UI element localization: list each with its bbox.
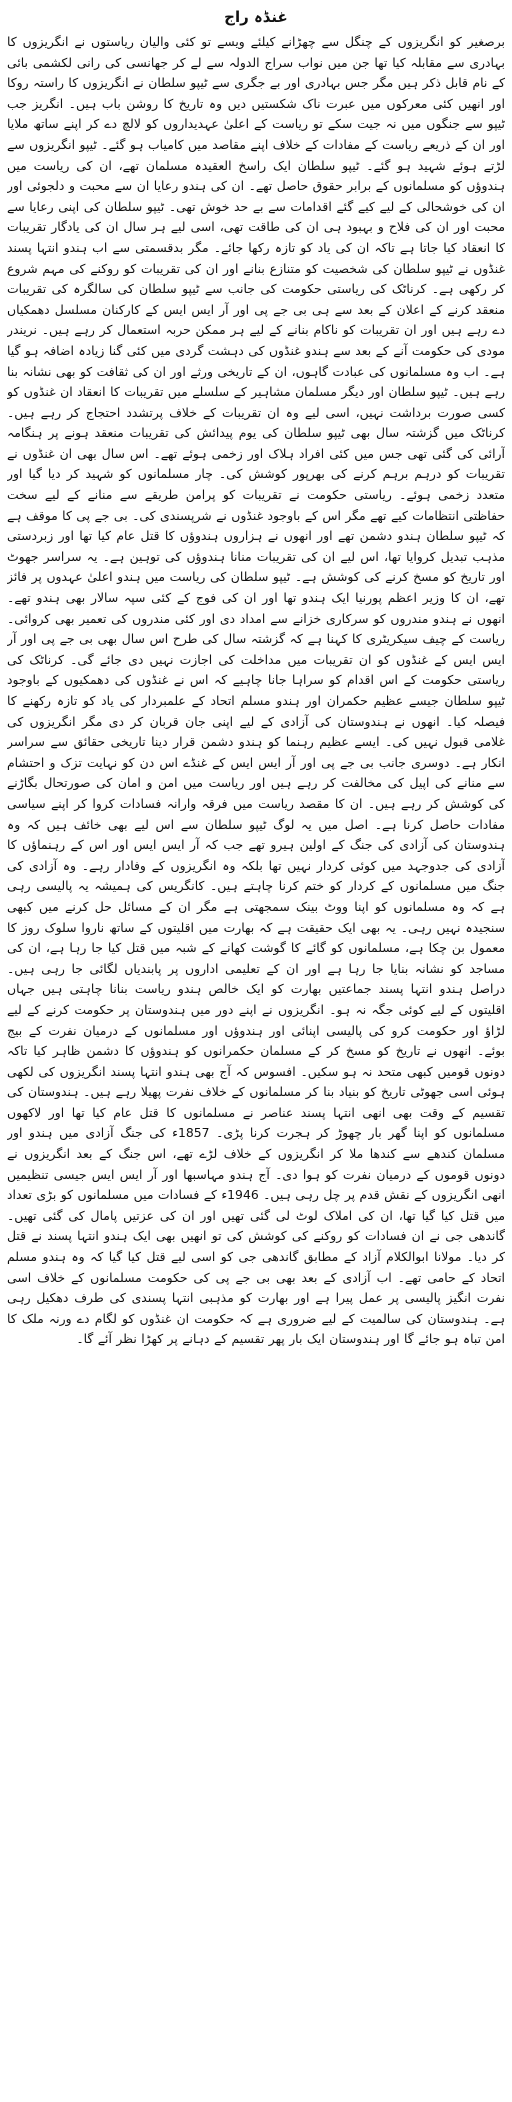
article-body-text: برصغیر کو انگریزوں کے چنگل سے چھڑانے کیلئے ویسے تو کئی والیان ریاستوں نے انگریزوں کا بہادری سے مقابلہ کیا تھا جن میں نواب سراج الدولہ سے لے کر جھانسی کی رانی لکشمی بائی کے نام قابل ذکر ہیں مگر جس بہادری اور بے جگری سے ٹیپو سلطان نے انگریزوں کا راستہ روکا اور انھیں کئی معرکوں میں عبرت ناک شکستیں دیں وہ تاریخ کا روشن باب ہیں۔ انگریز جب ٹیپو سے جنگوں میں نہ جیت سکے تو ریاست کے اعلیٰ عہدیداروں کو لالچ دے کر اپنے ساتھ ملایا اور ان کے ذریعے ریاست کے مفادات کے خلاف اپنے مقاصد میں کامیاب ہو گئے۔ ٹیپو انگریزوں سے لڑتے ہوئے شہید ہو گئے۔ ٹیپو سلطان ایک راسخ العقیدہ مسلمان تھے، ان کی ریاست میں ہندوؤں کو مسلمانوں کے برابر حقوق حاصل تھے۔ ان کی ہندو رعایا ان سے محبت و دلجوئی اور ان کی خوشحالی کے لیے کیے گئے اقدامات سے بے حد خوش تھی۔ ٹیپو سلطان کی اپنی رعایا سے محبت اور ان کی فلاح و بہبود ہی ان کی طاقت تھی، اسی لیے ہر سال ان کی یادگار تقریبات کا انعقاد کیا جاتا ہے تاکہ ان کی یاد کو تازہ رکھا جائے۔ مگر بدقسمتی سے اب ہندو انتہا پسند غنڈوں نے ٹیپو سلطان کی شخصیت کو متنازع بنانے اور ان کی تقریبات کو روکنے کی مہم شروع کر رکھی ہے۔ کرناٹک کی ریاستی حکومت کی جانب سے ٹیپو سلطان کی سالگرہ کی تقریبات منعقد کرنے کے اعلان کے بعد سے ہی بی جے پی اور آر ایس ایس کے کارکنان مسلسل دھمکیاں دے رہے ہیں اور ان تقریبات کو ناکام بنانے کے لیے ہر ممکن حربہ استعمال کر رہے ہیں۔ نریندر مودی کی حکومت آنے کے بعد سے ہندو غنڈوں کی دہشت گردی میں کئی گنا زیادہ اضافہ ہو گیا ہے۔ اب وہ مسلمانوں کی عبادت گاہوں، ان کے تاریخی ورثے اور ان کی ثقافت کو بھی نشانہ بنا رہے ہیں۔ ٹیپو سلطان اور دیگر مسلمان مشاہیر کے سلسلے میں تقریبات کا انعقاد ان غنڈوں کو کسی صورت برداشت نہیں، اسی لیے وہ ان تقریبات کے خلاف پرتشدد احتجاج کر رہے ہیں۔ کرناٹک میں گزشتہ سال بھی ٹیپو سلطان کی یوم پیدائش کی تقریبات منعقد ہونے پر ہنگامہ آرائی کی گئی تھی جس میں کئی افراد ہلاک اور زخمی ہوئے تھے۔ اس سال بھی ان غنڈوں نے تقریبات کو درہم برہم کرنے کی بھرپور کوشش کی۔ چار مسلمانوں کو شہید کر دیا گیا اور متعدد زخمی ہوئے۔ ریاستی حکومت نے تقریبات کو پرامن طریقے سے منانے کے لیے سخت حفاظتی انتظامات کیے تھے مگر اس کے باوجود غنڈوں نے شرپسندی کی۔ بی جے پی کا موقف ہے کہ ٹیپو سلطان ہندو دشمن تھے اور انھوں نے ہزاروں ہندوؤں کا قتل عام کیا تھا اور زبردستی مذہب تبدیل کروایا تھا، اس لیے ان کی تقریبات منانا ہندوؤں کی توہین ہے۔ یہ سراسر جھوٹ اور تاریخ کو مسخ کرنے کی کوشش ہے۔ ٹیپو سلطان کی ریاست میں ہندو اعلیٰ عہدوں پر فائز تھے، ان کا وزیر اعظم پورنیا ایک ہندو تھا اور ان کی فوج کے کئی سپہ سالار بھی ہندو تھے۔ انھوں نے ہندو مندروں کو سرکاری خزانے سے امداد دی اور کئی مندروں کی تعمیر بھی کروائی۔ ریاست کے چیف سیکریٹری کا کہنا ہے کہ گزشتہ سال کی طرح اس سال بھی بی جے پی اور آر ایس ایس کے غنڈوں کو ان تقریبات میں مداخلت کی اجازت نہیں دی جائے گی۔ کرناٹک کی ریاستی حکومت کے اس اقدام کو سراہا جانا چاہیے کہ اس نے غنڈوں کی دھمکیوں کے باوجود ٹیپو سلطان جیسے عظیم حکمران اور ہندو مسلم اتحاد کے علمبردار کی یاد کو تازہ رکھنے کا فیصلہ کیا۔ انھوں نے ہندوستان کی آزادی کے لیے اپنی جان قربان کر دی مگر انگریزوں کی غلامی قبول نہیں کی۔ ایسے عظیم رہنما کو ہندو دشمن قرار دینا تاریخی حقائق سے سراسر انکار ہے۔ دوسری جانب بی جے پی اور آر ایس ایس کے غنڈے اس دن کو نہایت تزک و احتشام سے منانے کی اپیل کی مخالفت کر رہے ہیں اور ریاست میں امن و امان کی صورتحال بگاڑنے کی کوشش کر رہے ہیں۔ ان کا مقصد ریاست میں فرقہ وارانہ فسادات کروا کر اپنے سیاسی مفادات حاصل کرنا ہے۔ اصل میں یہ لوگ ٹیپو سلطان سے اس لیے بھی خائف ہیں کہ وہ ہندوستان کی آزادی کی جنگ کے اولین ہیرو تھے جب کہ آر ایس ایس اور اس کے رہنماؤں کا آزادی کی جدوجہد میں کوئی کردار نہیں تھا بلکہ وہ انگریزوں کے وفادار رہے۔ وہ آزادی کی جنگ میں مسلمانوں کے کردار کو ختم کرنا چاہتے ہیں۔ کانگریس کی ہمیشہ یہ پالیسی رہی ہے کہ وہ مسلمانوں کو اپنا ووٹ بینک سمجھتی ہے مگر ان کے مسائل حل کرنے میں کبھی سنجیدہ نہیں رہی۔ یہ بھی ایک حقیقت ہے کہ بھارت میں اقلیتوں کے ساتھ ناروا سلوک روز کا معمول بن چکا ہے، مسلمانوں کو گائے کا گوشت کھانے کے شبہ میں قتل کیا جا رہا ہے، ان کی مساجد کو نشانہ بنایا جا رہا ہے اور ان کے تعلیمی اداروں پر پابندیاں لگائی جا رہی ہیں۔ دراصل ہندو انتہا پسند جماعتیں بھارت کو ایک خالص ہندو ریاست بنانا چاہتی ہیں جہاں اقلیتوں کے لیے کوئی جگہ نہ ہو۔ انگریزوں نے اپنے دور میں ہندوستان پر حکومت کرنے کے لیے لڑاؤ اور حکومت کرو کی پالیسی اپنائی اور ہندوؤں اور مسلمانوں کے درمیان نفرت کے بیج بوئے۔ انھوں نے تاریخ کو مسخ کر کے مسلمان حکمرانوں کو ہندوؤں کا دشمن ظاہر کیا تاکہ دونوں قومیں کبھی متحد نہ ہو سکیں۔ افسوس کہ آج بھی ہندو انتہا پسند انگریزوں کی لکھی ہوئی اسی جھوٹی تاریخ کو بنیاد بنا کر مسلمانوں کے خلاف نفرت پھیلا رہے ہیں۔ ہندوستان کی تقسیم کے وقت بھی انھی انتہا پسند عناصر نے مسلمانوں کا قتل عام کیا تھا اور لاکھوں مسلمانوں کو اپنا گھر بار چھوڑ کر ہجرت کرنا پڑی۔ 1857ء کی جنگ آزادی میں ہندو اور مسلمان کندھے سے کندھا ملا کر انگریزوں کے خلاف لڑے تھے، اس جنگ کے بعد انگریزوں نے دونوں قوموں کے درمیان نفرت کو ہوا دی۔ آج ہندو مہاسبھا اور آر ایس ایس جیسی تنظیمیں انھی انگریزوں کے نقش قدم پر چل رہی ہیں۔ 1946ء کے فسادات میں مسلمانوں کو بڑی تعداد میں قتل کیا گیا تھا، ان کی املاک لوٹ لی گئی تھیں اور ان کی عزتیں پامال کی گئی تھیں۔ گاندھی جی نے ان فسادات کو روکنے کی کوشش کی تو انھیں بھی ایک ہندو انتہا پسند نے قتل کر دیا۔ مولانا ابوالکلام آزاد کے مطابق گاندھی جی کو اسی لیے قتل کیا گیا کہ وہ ہندو مسلم اتحاد کے حامی تھے۔ اب آزادی کے بعد بھی بی جے پی کی حکومت مسلمانوں کے خلاف اسی نفرت انگیز پالیسی پر عمل پیرا ہے اور بھارت کو مذہبی انتہا پسندی کی طرف دھکیل رہی ہے۔ ہندوستان کی سالمیت کے لیے ضروری ہے کہ حکومت ان غنڈوں کو لگام دے ورنہ ملک کا امن تباہ ہو جائے گا اور ہندوستان ایک بار پھر تقسیم کے دہانے پر کھڑا نظر آئے گا۔	[7, 34, 505, 1347]
article-body-column	[7, 32, 505, 2092]
headline: غنڈہ راج	[224, 8, 288, 26]
